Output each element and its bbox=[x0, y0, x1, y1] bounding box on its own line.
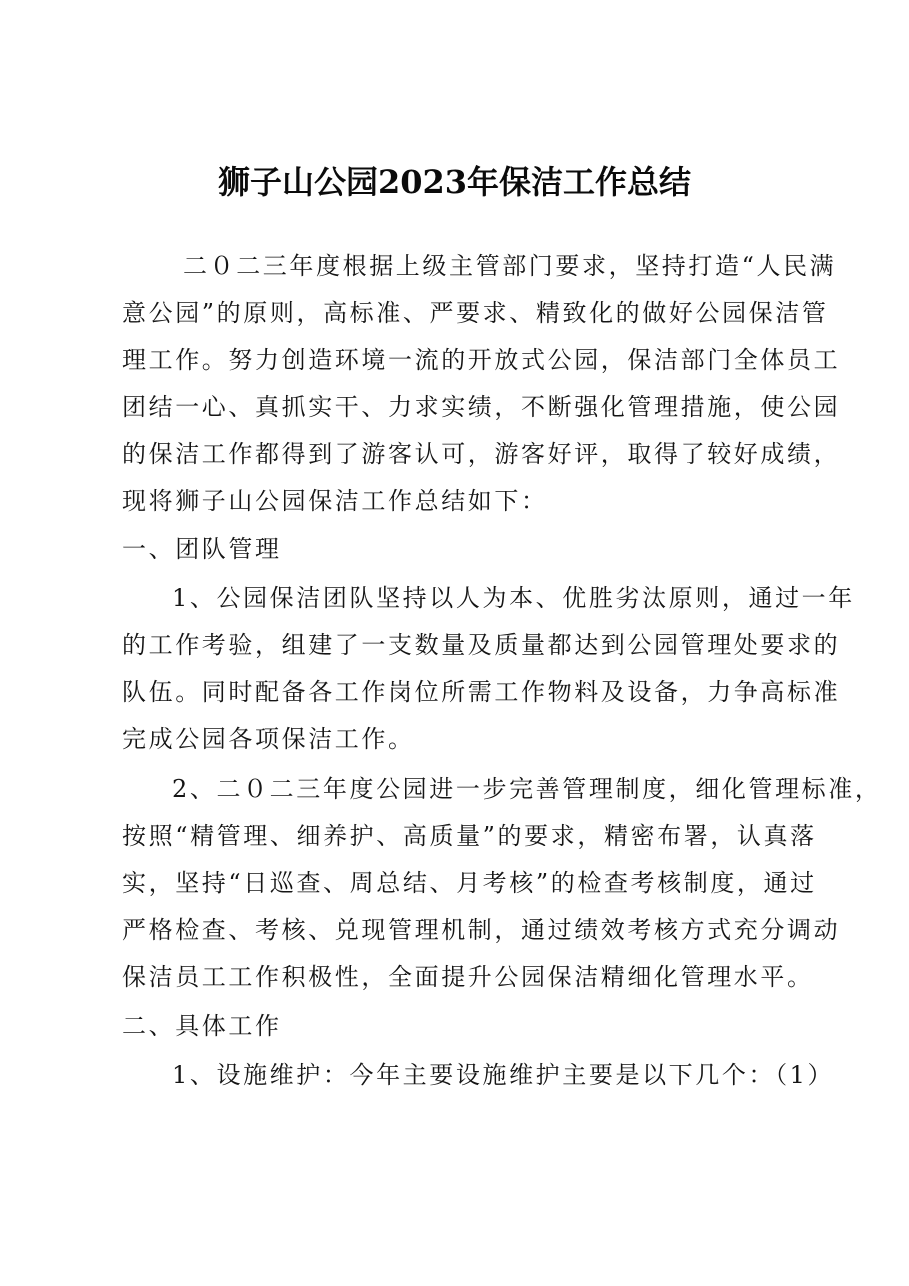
paragraph-line: 保洁员工工作积极性，全面提升公园保洁精细化管理水平。 bbox=[122, 963, 814, 991]
section-heading: 二、具体工作 bbox=[122, 1012, 282, 1040]
paragraph-line: 1、设施维护：今年主要设施维护主要是以下几个：（1） bbox=[172, 1061, 835, 1089]
paragraph-line: 二０二三年度根据上级主管部门要求，坚持打造“人民满 bbox=[183, 252, 837, 280]
paragraph-line: 实，坚持“日巡查、周总结、月考核”的检查考核制度，通过 bbox=[122, 869, 817, 897]
section-heading: 一、团队管理 bbox=[122, 535, 282, 563]
paragraph-line: 意公园”的原则，高标准、严要求、精致化的做好公园保洁管 bbox=[122, 299, 829, 327]
document-title: 狮子山公园2023年保洁工作总结 bbox=[217, 163, 692, 201]
paragraph-line: 2、二０二三年度公园进一步完善管理制度，细化管理标准， bbox=[172, 775, 882, 803]
paragraph-line: 的保洁工作都得到了游客认可，游客好评，取得了较好成绩， bbox=[122, 440, 841, 468]
paragraph-line: 1、公园保洁团队坚持以人为本、优胜劣汰原则，通过一年 bbox=[172, 584, 855, 612]
paragraph-line: 的工作考验，组建了一支数量及质量都达到公园管理处要求的 bbox=[122, 631, 841, 659]
paragraph-line: 严格检查、考核、兑现管理机制，通过绩效考核方式充分调动 bbox=[122, 916, 841, 944]
paragraph-line: 完成公园各项保洁工作。 bbox=[122, 725, 415, 753]
paragraph-line: 现将狮子山公园保洁工作总结如下： bbox=[122, 487, 548, 515]
paragraph-line: 队伍。同时配备各工作岗位所需工作物料及设备，力争高标准 bbox=[122, 678, 841, 706]
paragraph-line: 按照“精管理、细养护、高质量”的要求，精密布署，认真落 bbox=[122, 822, 817, 850]
paragraph-line: 团结一心、真抓实干、力求实绩，不断强化管理措施，使公园 bbox=[122, 393, 841, 421]
paragraph-line: 理工作。努力创造环境一流的开放式公园，保洁部门全体员工 bbox=[122, 346, 841, 374]
